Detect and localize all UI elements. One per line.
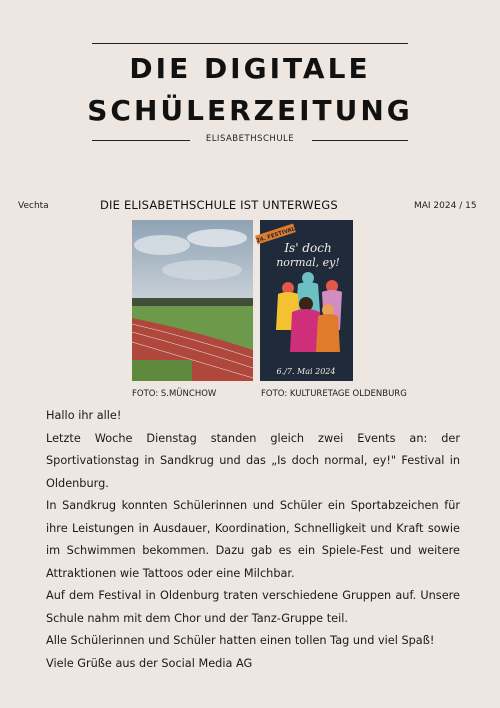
article-paragraph: Auf dem Festival in Oldenburg traten verschiedene Gruppen auf. Unsere Schule nahm mit dem Chor und der Tanz-Gruppe teil. <box>46 589 460 625</box>
sports-field-illustration <box>132 220 253 381</box>
article-headline: DIE ELISABETHSCHULE IST UNTERWEGS <box>100 198 338 212</box>
masthead-title-line1: DIE DIGITALE <box>129 52 371 85</box>
poster-title-line2: normal, ey! <box>276 256 340 269</box>
masthead-top-rule <box>92 43 408 44</box>
photo-caption-1: FOTO: S.MÜNCHOW <box>132 389 217 399</box>
masthead-subtitle: ELISABETHSCHULE <box>205 134 295 144</box>
location-label: Vechta <box>18 201 49 211</box>
sports-field-photo <box>132 220 253 381</box>
poster-date: 6./7. Mai 2024 <box>276 367 336 376</box>
article-paragraph: In Sandkrug konnten Schülerinnen und Schüler ein Sportabzeichen für ihre Leistungen in Ausdauer, Koordination, Schnelligkeit und Kraft sowie im Schwimmen bekommen. Dazu gab es ein Spiele-Fest und weitere Attraktionen wie Tattoos oder eine Milchbar. <box>46 499 460 580</box>
festival-poster-illustration <box>255 220 353 381</box>
article-paragraph: Alle Schülerinnen und Schüler hatten einen tollen Tag und viel Spaß! <box>46 634 435 647</box>
masthead-title-line2: SCHÜLERZEITUNG <box>87 94 413 127</box>
article-body <box>46 405 460 675</box>
poster-title-line1: Is' doch <box>284 241 332 255</box>
poster-banner-text: 24. FESTIVAL <box>255 226 297 245</box>
issue-label: MAI 2024 / 15 <box>414 201 477 211</box>
article-signoff: Viele Grüße aus der Social Media AG <box>46 656 253 670</box>
subtitle-right-rule <box>312 140 408 141</box>
article-paragraph: Letzte Woche Dienstag standen gleich zwei Events an: der Sportivationstag in Sandkrug und das „Is doch normal, ey!" Festival in Oldenburg. <box>46 431 460 490</box>
article-greeting: Hallo ihr alle! <box>46 409 122 422</box>
photo-caption-2: FOTO: KULTURETAGE OLDENBURG <box>261 389 407 399</box>
festival-poster <box>255 220 353 381</box>
